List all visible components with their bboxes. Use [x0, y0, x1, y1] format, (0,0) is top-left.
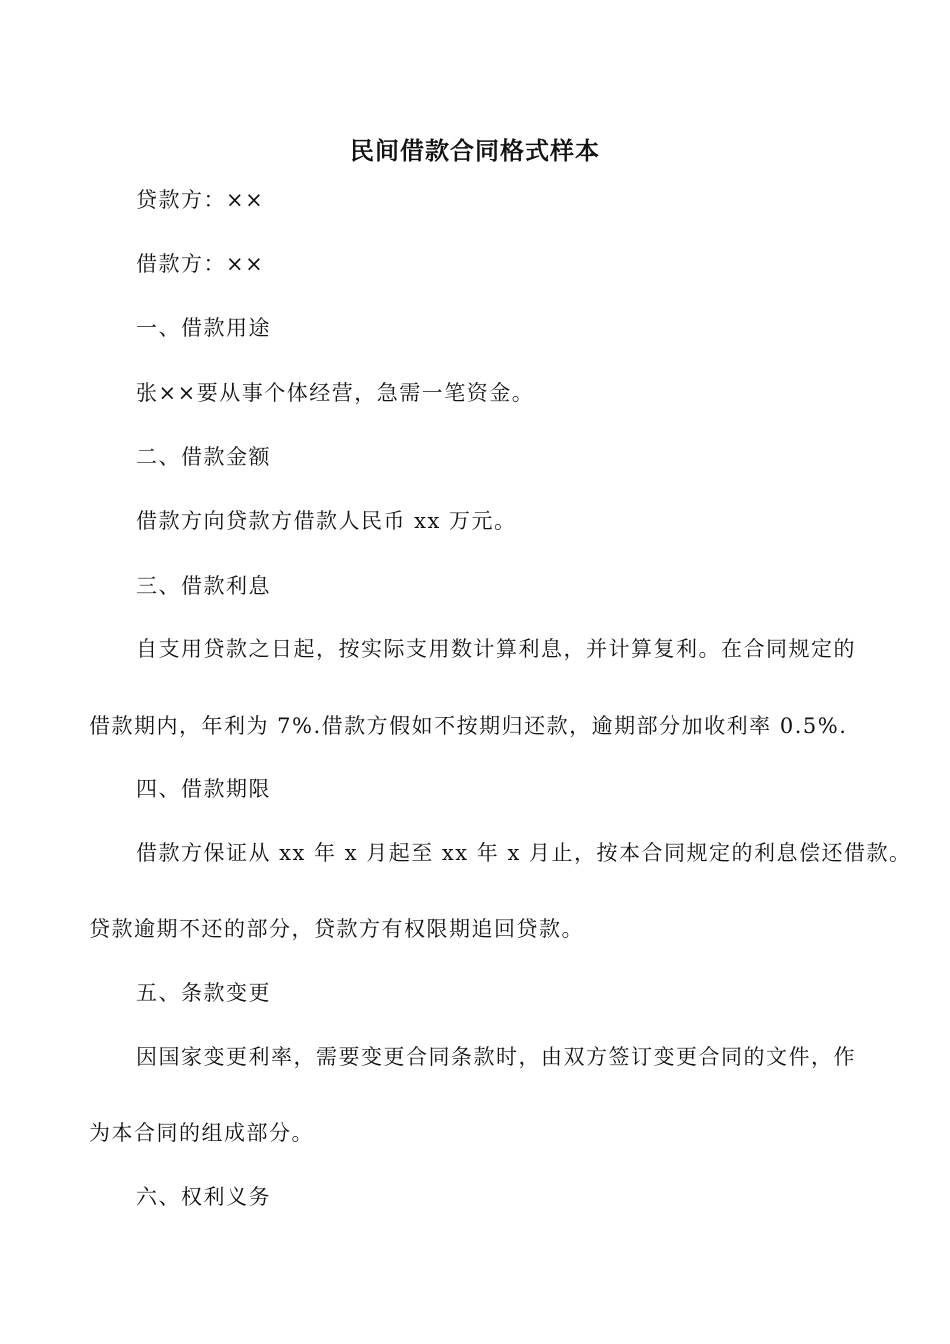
borrower-line: 借款方：××	[136, 252, 265, 276]
section-heading-purpose: 一、借款用途	[136, 316, 271, 340]
section-heading-term: 四、借款期限	[136, 777, 271, 801]
section-body-amendment-line-2: 为本合同的组成部分。	[89, 1121, 314, 1145]
section-body-amount: 借款方向贷款方借款人民币 xx 万元。	[136, 509, 517, 533]
document-title: 民间借款合同格式样本	[350, 136, 600, 165]
section-body-interest-line-1: 自支用贷款之日起，按实际支用数计算利息，并计算复利。在合同规定的	[136, 637, 856, 661]
section-body-purpose: 张××要从事个体经营，急需一笔资金。	[136, 381, 535, 405]
section-heading-rights: 六、权利义务	[136, 1185, 271, 1209]
section-heading-amendment: 五、条款变更	[136, 981, 271, 1005]
section-body-interest-line-2: 借款期内，年利为 7%.借款方假如不按期归还款，逾期部分加收利率 0.5%.	[89, 714, 848, 738]
section-body-term-line-1: 借款方保证从 xx 年 x 月起至 xx 年 x 月止，按本合同规定的利息偿还借款。	[136, 841, 912, 865]
lender-line: 贷款方：××	[136, 188, 265, 212]
section-heading-amount: 二、借款金额	[136, 445, 271, 469]
section-body-term-line-2: 贷款逾期不还的部分，贷款方有权限期追回贷款。	[89, 917, 584, 941]
section-heading-interest: 三、借款利息	[136, 574, 271, 598]
section-body-amendment-line-1: 因国家变更利率，需要变更合同条款时，由双方签订变更合同的文件，作	[136, 1045, 856, 1069]
